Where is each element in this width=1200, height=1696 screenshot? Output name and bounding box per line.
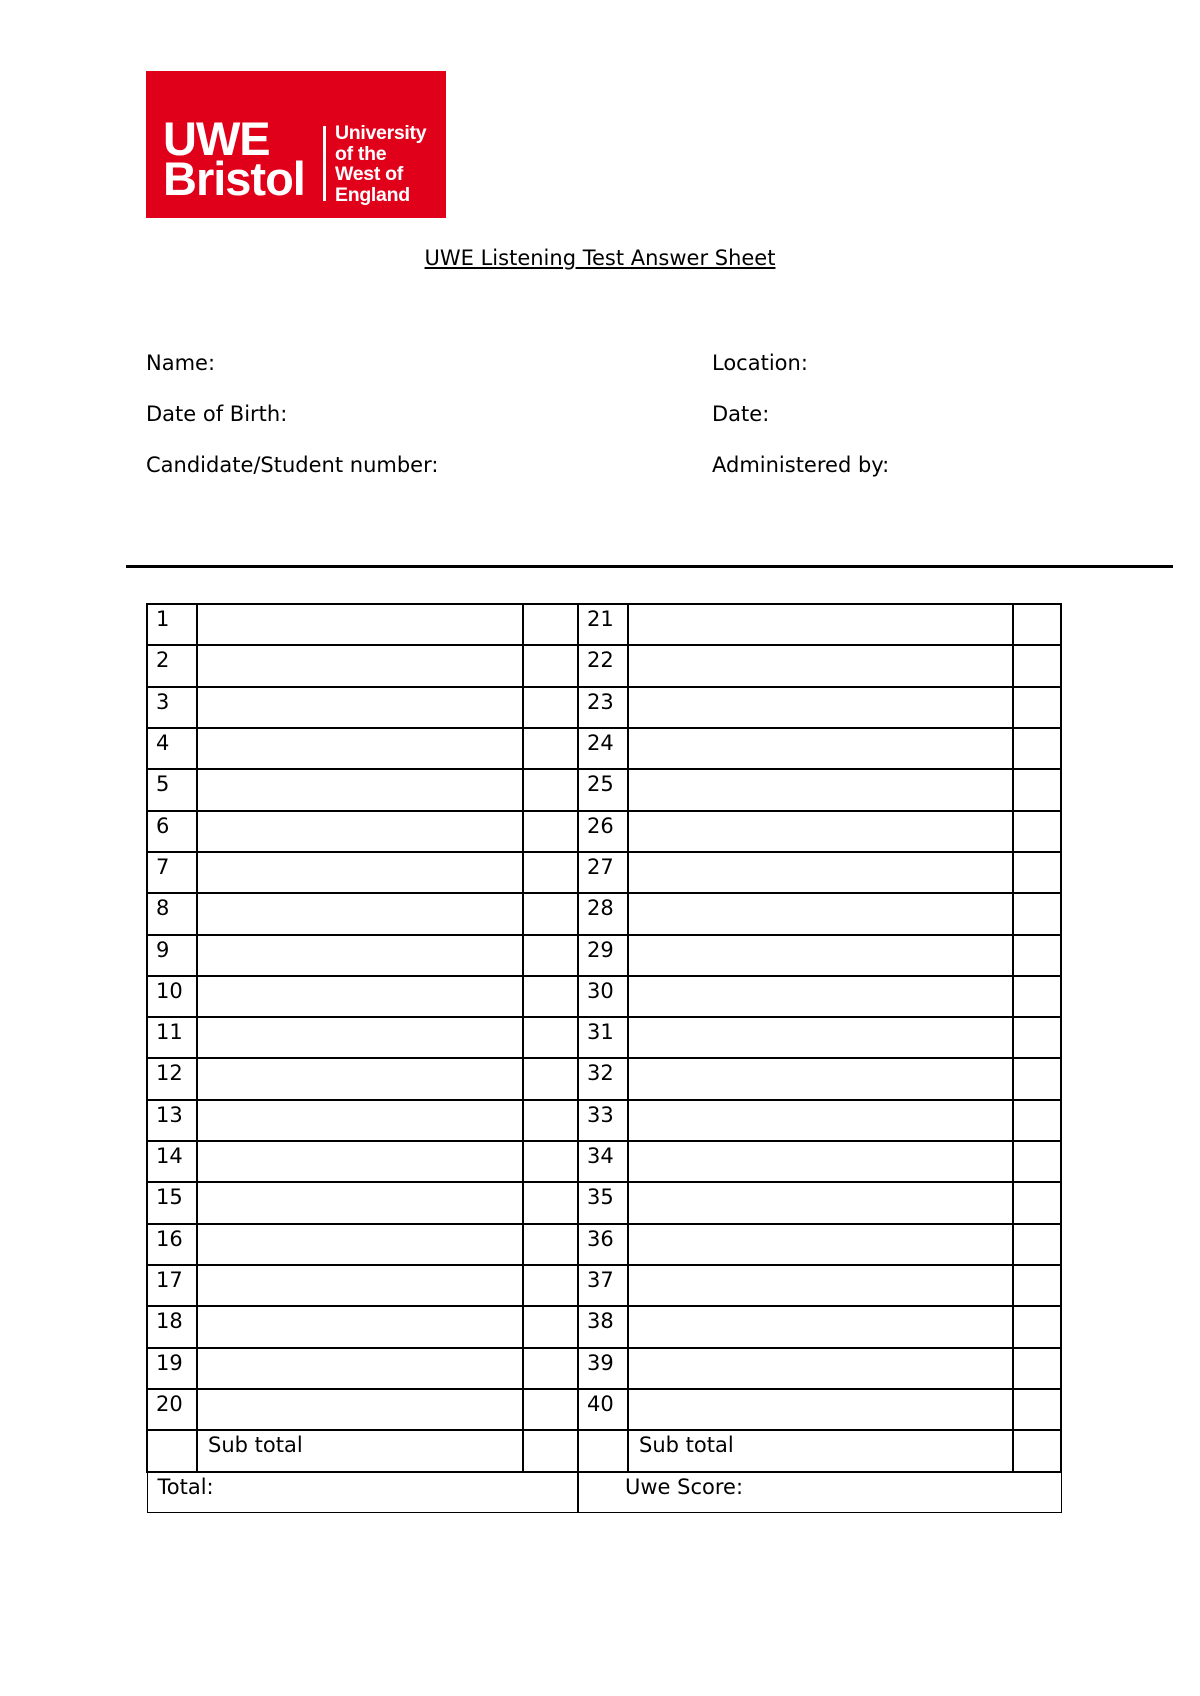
subtotal-row xyxy=(147,1430,1061,1471)
answer-cell[interactable] xyxy=(197,645,523,686)
question-number: 9 xyxy=(147,935,197,976)
table-row xyxy=(147,604,1061,645)
divider-line xyxy=(126,565,1173,568)
table-row xyxy=(147,1306,1061,1347)
mark-cell[interactable] xyxy=(1013,1265,1061,1306)
uwe-bristol-logo xyxy=(146,71,446,218)
table-row xyxy=(147,976,1061,1017)
mark-cell[interactable] xyxy=(523,645,578,686)
administered-by-label: Administered by: xyxy=(712,453,890,477)
answer-cell[interactable] xyxy=(197,893,523,934)
question-number: 27 xyxy=(578,852,628,893)
question-number: 6 xyxy=(147,811,197,852)
question-number: 37 xyxy=(578,1265,628,1306)
mark-cell[interactable] xyxy=(1013,728,1061,769)
table-row xyxy=(147,935,1061,976)
mark-cell[interactable] xyxy=(1013,1141,1061,1182)
answer-cell[interactable] xyxy=(197,728,523,769)
question-number: 36 xyxy=(578,1224,628,1265)
answer-cell[interactable] xyxy=(197,935,523,976)
mark-cell[interactable] xyxy=(523,1058,578,1099)
mark-cell[interactable] xyxy=(1013,645,1061,686)
mark-cell[interactable] xyxy=(523,1017,578,1058)
question-number: 5 xyxy=(147,769,197,810)
question-number: 20 xyxy=(147,1389,197,1430)
table-row xyxy=(147,1017,1061,1058)
question-number: 19 xyxy=(147,1348,197,1389)
answer-cell[interactable] xyxy=(628,1224,1013,1265)
mark-cell[interactable] xyxy=(1013,935,1061,976)
question-number: 4 xyxy=(147,728,197,769)
question-number: 1 xyxy=(147,604,197,645)
table-row xyxy=(147,687,1061,728)
answer-cell[interactable] xyxy=(197,1017,523,1058)
answer-cell[interactable] xyxy=(197,1141,523,1182)
answer-cell[interactable] xyxy=(197,1265,523,1306)
table-row xyxy=(147,1265,1061,1306)
answer-cell[interactable] xyxy=(197,1058,523,1099)
name-label: Name: xyxy=(146,351,216,375)
location-label: Location: xyxy=(712,351,808,375)
answer-cell[interactable] xyxy=(628,1182,1013,1223)
total-row xyxy=(147,1472,1061,1513)
mark-cell[interactable] xyxy=(523,728,578,769)
answer-cell[interactable] xyxy=(628,1058,1013,1099)
question-number: 28 xyxy=(578,893,628,934)
answer-cell[interactable] xyxy=(628,935,1013,976)
answer-cell[interactable] xyxy=(628,604,1013,645)
answer-cell[interactable] xyxy=(628,976,1013,1017)
answer-table xyxy=(146,603,1062,1513)
answer-cell[interactable] xyxy=(197,1389,523,1430)
blank-cell xyxy=(578,1430,628,1471)
answer-cell[interactable] xyxy=(197,852,523,893)
mark-cell[interactable] xyxy=(1013,976,1061,1017)
document-title: UWE Listening Test Answer Sheet xyxy=(424,246,776,270)
mark-cell[interactable] xyxy=(523,976,578,1017)
mark-cell[interactable] xyxy=(1013,1389,1061,1430)
question-number: 33 xyxy=(578,1100,628,1141)
table-row xyxy=(147,1100,1061,1141)
table-row xyxy=(147,1182,1061,1223)
answer-cell[interactable] xyxy=(628,769,1013,810)
question-number: 31 xyxy=(578,1017,628,1058)
answer-cell[interactable] xyxy=(628,1100,1013,1141)
mark-cell[interactable] xyxy=(523,1265,578,1306)
table-row xyxy=(147,1141,1061,1182)
answer-cell[interactable] xyxy=(628,1348,1013,1389)
question-number: 24 xyxy=(578,728,628,769)
question-number: 2 xyxy=(147,645,197,686)
mark-cell[interactable] xyxy=(1013,893,1061,934)
table-row xyxy=(147,852,1061,893)
table-row xyxy=(147,1224,1061,1265)
mark-cell[interactable] xyxy=(523,1141,578,1182)
answer-cell[interactable] xyxy=(197,976,523,1017)
blank-cell xyxy=(147,1430,197,1471)
total-label: Total: xyxy=(147,1472,578,1513)
answer-cell[interactable] xyxy=(197,1100,523,1141)
table-row xyxy=(147,769,1061,810)
mark-cell[interactable] xyxy=(523,1182,578,1223)
answer-cell[interactable] xyxy=(197,1348,523,1389)
mark-cell[interactable] xyxy=(1013,604,1061,645)
table-row xyxy=(147,1389,1061,1430)
question-number: 18 xyxy=(147,1306,197,1347)
candidate-number-label: Candidate/Student number: xyxy=(146,453,439,477)
mark-cell[interactable] xyxy=(1013,1182,1061,1223)
mark-cell[interactable] xyxy=(523,893,578,934)
mark-cell[interactable] xyxy=(523,935,578,976)
table-row xyxy=(147,1348,1061,1389)
question-number: 17 xyxy=(147,1265,197,1306)
mark-cell[interactable] xyxy=(523,604,578,645)
date-label: Date: xyxy=(712,402,770,426)
answer-cell[interactable] xyxy=(628,687,1013,728)
answer-cell[interactable] xyxy=(628,728,1013,769)
question-number: 11 xyxy=(147,1017,197,1058)
mark-cell[interactable] xyxy=(523,1306,578,1347)
mark-cell[interactable] xyxy=(523,1224,578,1265)
question-number: 3 xyxy=(147,687,197,728)
question-number: 8 xyxy=(147,893,197,934)
subtotal-score-cell[interactable] xyxy=(523,1430,578,1471)
question-number: 7 xyxy=(147,852,197,893)
question-number: 38 xyxy=(578,1306,628,1347)
question-number: 40 xyxy=(578,1389,628,1430)
answer-cell[interactable] xyxy=(628,1265,1013,1306)
question-number: 14 xyxy=(147,1141,197,1182)
table-row xyxy=(147,645,1061,686)
table-row xyxy=(147,728,1061,769)
question-number: 26 xyxy=(578,811,628,852)
question-number: 22 xyxy=(578,645,628,686)
answer-cell[interactable] xyxy=(197,1224,523,1265)
answer-cell[interactable] xyxy=(197,811,523,852)
mark-cell[interactable] xyxy=(1013,1306,1061,1347)
mark-cell[interactable] xyxy=(1013,1058,1061,1099)
logo-university-name: University of the West of England xyxy=(335,122,427,206)
subtotal-label: Sub total xyxy=(628,1430,1013,1471)
uwe-score-label: Uwe Score: xyxy=(578,1472,1061,1513)
mark-cell[interactable] xyxy=(1013,769,1061,810)
question-number: 35 xyxy=(578,1182,628,1223)
answer-cell[interactable] xyxy=(197,1306,523,1347)
answer-cell[interactable] xyxy=(628,852,1013,893)
answer-cell[interactable] xyxy=(628,811,1013,852)
mark-cell[interactable] xyxy=(523,1348,578,1389)
mark-cell[interactable] xyxy=(523,687,578,728)
answer-cell[interactable] xyxy=(628,1389,1013,1430)
mark-cell[interactable] xyxy=(1013,1100,1061,1141)
answer-cell[interactable] xyxy=(197,1182,523,1223)
question-number: 16 xyxy=(147,1224,197,1265)
question-number: 25 xyxy=(578,769,628,810)
question-number: 34 xyxy=(578,1141,628,1182)
answer-cell[interactable] xyxy=(628,1017,1013,1058)
question-number: 21 xyxy=(578,604,628,645)
mark-cell[interactable] xyxy=(1013,1017,1061,1058)
answer-cell[interactable] xyxy=(628,645,1013,686)
question-number: 32 xyxy=(578,1058,628,1099)
question-number: 12 xyxy=(147,1058,197,1099)
mark-cell[interactable] xyxy=(523,852,578,893)
table-row xyxy=(147,1058,1061,1099)
mark-cell[interactable] xyxy=(523,811,578,852)
logo-divider xyxy=(323,126,326,201)
mark-cell[interactable] xyxy=(1013,1224,1061,1265)
answer-cell[interactable] xyxy=(197,769,523,810)
answer-cell[interactable] xyxy=(197,687,523,728)
table-row xyxy=(147,811,1061,852)
answer-cell[interactable] xyxy=(628,1306,1013,1347)
question-number: 15 xyxy=(147,1182,197,1223)
answer-cell[interactable] xyxy=(628,893,1013,934)
answer-cell[interactable] xyxy=(628,1141,1013,1182)
mark-cell[interactable] xyxy=(523,769,578,810)
mark-cell[interactable] xyxy=(1013,852,1061,893)
answer-cell[interactable] xyxy=(197,604,523,645)
mark-cell[interactable] xyxy=(1013,687,1061,728)
mark-cell[interactable] xyxy=(523,1100,578,1141)
question-number: 13 xyxy=(147,1100,197,1141)
date-of-birth-label: Date of Birth: xyxy=(146,402,288,426)
question-number: 39 xyxy=(578,1348,628,1389)
table-row xyxy=(147,893,1061,934)
subtotal-score-cell[interactable] xyxy=(1013,1430,1061,1471)
subtotal-label: Sub total xyxy=(197,1430,523,1471)
question-number: 23 xyxy=(578,687,628,728)
logo-wordmark: UWE Bristol xyxy=(163,112,305,205)
mark-cell[interactable] xyxy=(523,1389,578,1430)
question-number: 29 xyxy=(578,935,628,976)
question-number: 30 xyxy=(578,976,628,1017)
question-number: 10 xyxy=(147,976,197,1017)
mark-cell[interactable] xyxy=(1013,1348,1061,1389)
mark-cell[interactable] xyxy=(1013,811,1061,852)
